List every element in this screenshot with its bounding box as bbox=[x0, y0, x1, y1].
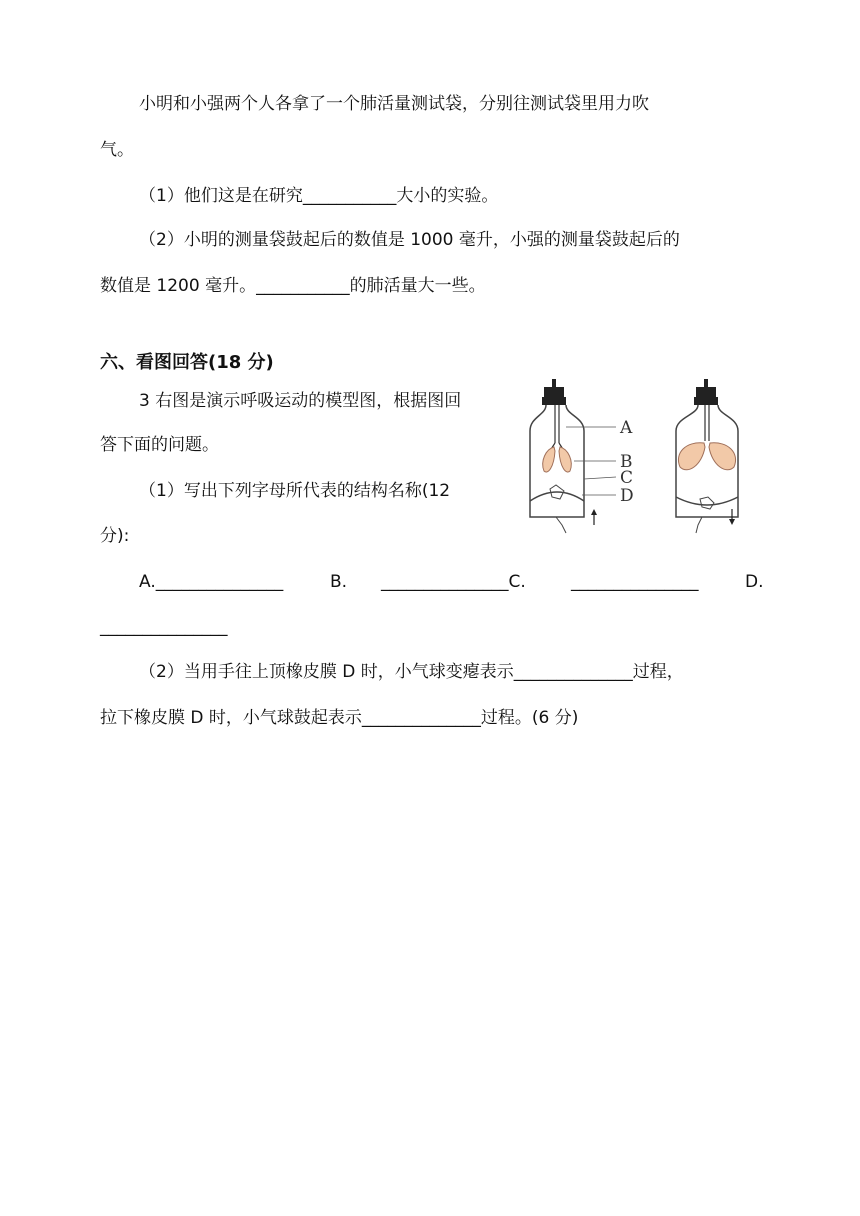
blank-d-line: _______________ bbox=[100, 617, 228, 637]
question-intro-line1: 3 右图是演示呼吸运动的模型图，根据图回 bbox=[139, 391, 462, 411]
sub-question-1-line2: 分): bbox=[100, 526, 130, 546]
section-heading: 六、看图回答(18 分) bbox=[100, 352, 274, 373]
breathing-model-diagram bbox=[526, 371, 750, 535]
breathing-model-figure bbox=[526, 371, 750, 535]
sub-question-1-line1: （1）写出下列字母所代表的结构名称(12 bbox=[139, 481, 451, 501]
question-intro-line1: 小明和小强两个人各拿了一个肺活量测试袋，分别往测试袋里用力吹 bbox=[139, 94, 649, 114]
blank-a: A._______________ bbox=[139, 572, 284, 592]
blank-b-line: _______________C. bbox=[381, 572, 526, 592]
blank-c-line: _______________ bbox=[571, 572, 699, 592]
sub-question-2-line2: 数值是 1200 毫升。___________的肺活量大一些。 bbox=[100, 276, 486, 296]
sub-question-2-line1: （2）当用手往上顶橡皮膜 D 时，小气球变瘪表示______________过程， bbox=[139, 662, 684, 682]
blank-d-label: D. bbox=[745, 572, 764, 592]
sub-question-2-line1: （2）小明的测量袋鼓起后的数值是 1000 毫升，小强的测量袋鼓起后的 bbox=[139, 230, 680, 250]
sub-question-2-line2: 拉下橡皮膜 D 时，小气球鼓起表示______________过程。(6 分) bbox=[100, 708, 579, 728]
question-intro-line2: 答下面的问题。 bbox=[100, 435, 219, 455]
label-d: D bbox=[620, 486, 634, 506]
sub-question-1: （1）他们这是在研究___________大小的实验。 bbox=[139, 186, 499, 206]
blank-b-label: B. bbox=[330, 572, 348, 592]
question-intro-line2: 气。 bbox=[100, 140, 134, 160]
label-b: B bbox=[620, 452, 633, 472]
label-c: C bbox=[620, 468, 634, 488]
label-a: A bbox=[620, 418, 633, 438]
